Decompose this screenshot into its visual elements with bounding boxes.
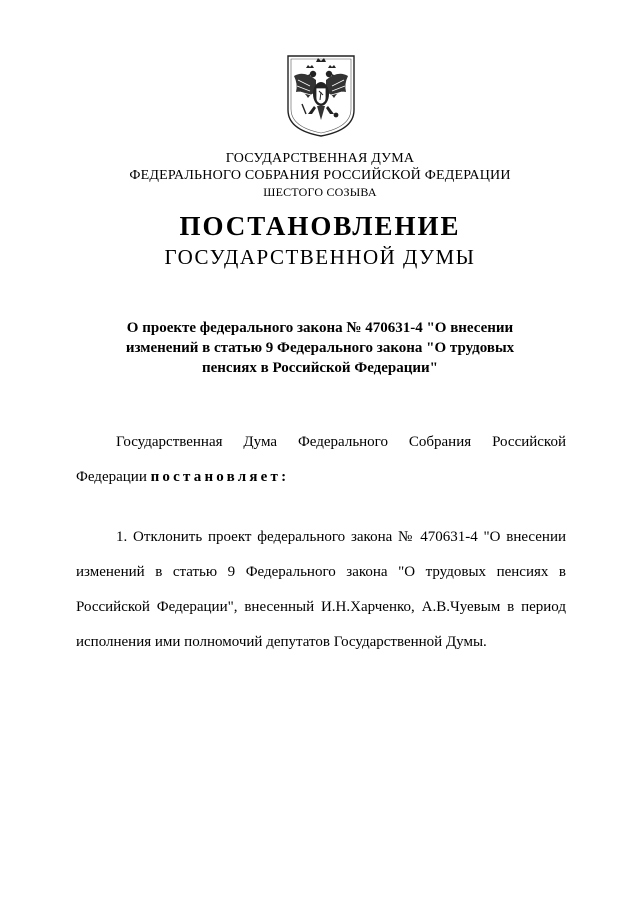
- preamble-text: Государственная Дума Федерального Собрания Российской Федерации: [76, 434, 566, 485]
- subject-line-2: изменений в статью 9 Федерального закона "О трудовых: [125, 340, 515, 356]
- org-name-line-1: ГОСУДАРСТВЕННАЯ ДУМА: [225, 151, 415, 166]
- subject-line-1: О проекте федерального закона № 470631-4 "О внесении: [126, 320, 514, 336]
- document-type-title: ПОСТАНОВЛЕНИЕ: [179, 211, 461, 241]
- preamble-verb: постановляет:: [150, 469, 290, 485]
- issuing-body: [0, 150, 640, 201]
- subject-line-3: пенсиях в Российской Федерации": [201, 360, 439, 376]
- double-headed-eagle-icon: [286, 54, 356, 138]
- org-name-line-2: ФЕДЕРАЛЬНОГО СОБРАНИЯ РОССИЙСКОЙ ФЕДЕРАЦИИ: [129, 168, 511, 183]
- state-emblem: [286, 54, 356, 138]
- document-issuer-title: ГОСУДАРСТВЕННОЙ ДУМЫ: [164, 245, 476, 269]
- resolution-item-1: 1. Отклонить проект федерального закона № 470631-4 "О внесении изменений в статью 9 Федерального закона "О трудовых пенсиях в Российской Федерации", внесенный И.Н.Харченко, А.В.Чуевым в период исполнения ими полномочий депутатов Государственной Думы.: [76, 529, 566, 650]
- convocation-line: ШЕСТОГО СОЗЫВА: [263, 185, 377, 199]
- preamble-paragraph: [76, 425, 566, 495]
- resolution-subject: [100, 318, 540, 378]
